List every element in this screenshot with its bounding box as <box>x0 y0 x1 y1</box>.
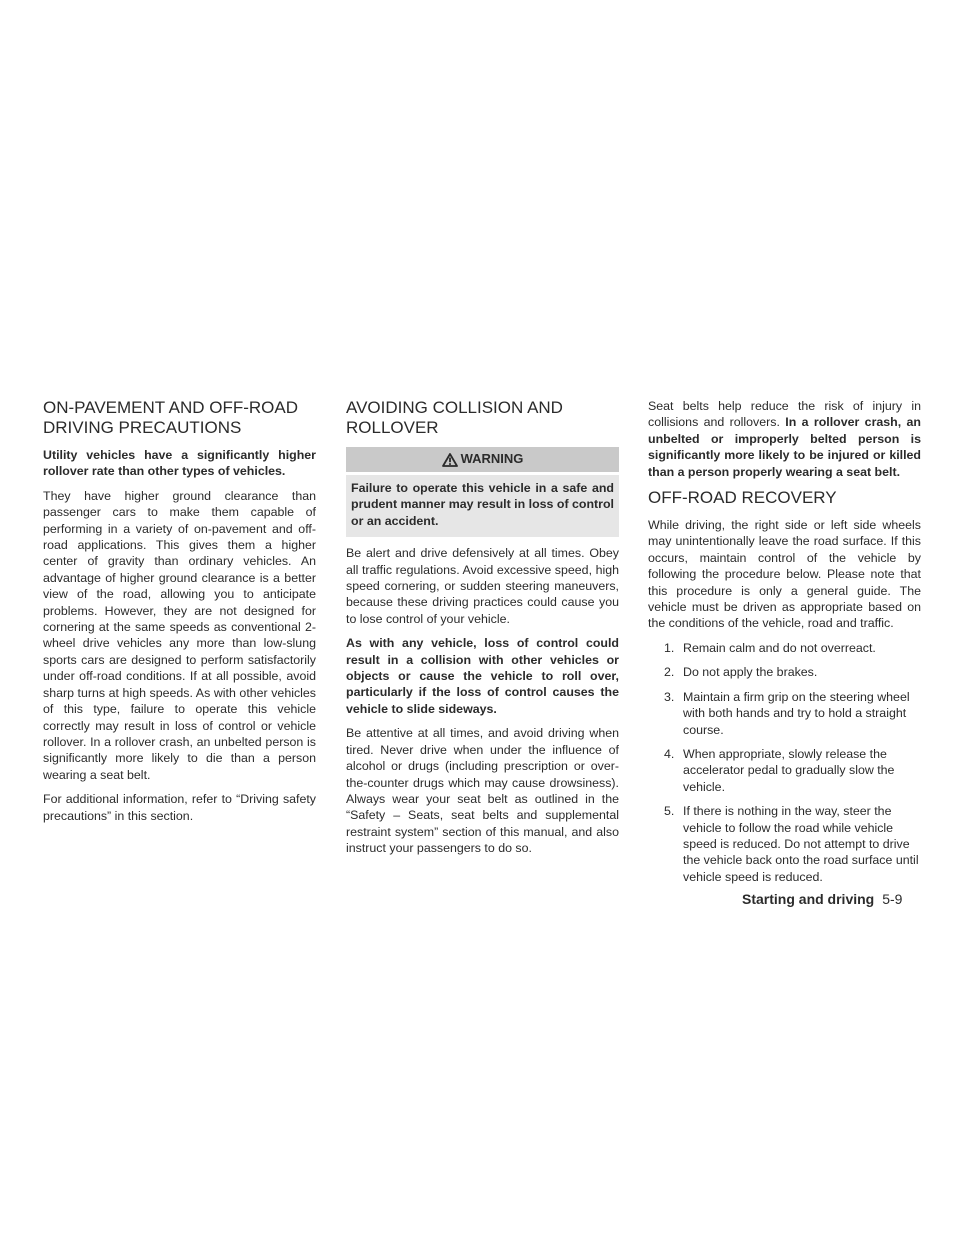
warning-header <box>346 447 619 472</box>
warning-text: Failure to operate this vehicle in a safe and prudent manner may result in loss of control or an accident. <box>346 475 619 537</box>
body-paragraph: While driving, the right side or left side wheels may unintentionally leave the road surface. If this occurs, maintain control of the vehicle by following the procedure below. Please note that this procedure is only a general guide. The vehicle must be driven as appropriate based on the conditions of the vehicle, road and traffic. <box>648 518 921 631</box>
body-paragraph: For additional information, refer to “Driving safety precautions” in this section. <box>43 792 316 823</box>
list-item <box>648 803 921 885</box>
list-item <box>648 664 921 680</box>
seatbelt-paragraph <box>648 398 921 480</box>
step-text: If there is nothing in the way, steer the vehicle to follow the road while vehicle speed is reduced. Do not attempt to drive the vehicle back onto the road surface until vehicle speed is reduced. <box>683 804 919 884</box>
left-column <box>43 398 316 832</box>
step-number: 4. <box>664 746 675 761</box>
body-paragraph: Be alert and drive defensively at all times. Obey all traffic regulations. Avoid excessive speed, high speed cornering, or sudden steering maneuvers, because these driving practices could cause you to lose control of your vehicle. <box>346 546 619 626</box>
footer-section-title: Starting and driving <box>742 891 875 907</box>
section-heading-on-pavement <box>43 398 316 438</box>
list-item <box>648 640 921 656</box>
heading-line: AVOIDING COLLISION AND <box>346 398 563 417</box>
warning-title: WARNING <box>460 451 524 467</box>
step-number: 5. <box>664 804 675 819</box>
list-item <box>648 689 921 738</box>
page-number: 5-9 <box>882 891 903 907</box>
step-text: Remain calm and do not overreact. <box>683 640 876 655</box>
section-heading-avoiding-collision <box>346 398 619 438</box>
warning-box <box>346 447 619 537</box>
step-number: 1. <box>664 640 675 655</box>
intro-bold-paragraph: Utility vehicles have a significantly higher rollover rate than other types of vehicles. <box>43 448 316 479</box>
middle-column <box>346 398 619 865</box>
warning-triangle-icon <box>442 453 458 467</box>
recovery-steps-list <box>648 640 921 885</box>
body-paragraph: Be attentive at all times, and avoid driving when tired. Never drive when under the influence of alcohol or drugs (including prescription or over-the-counter drugs which may cause drowsiness). Always wear your seat belt as outlined in the “Safety – Seats, seat belts and supplemental restraint system” section of this manual, and also instruct your passengers to do so. <box>346 726 619 856</box>
page-footer <box>742 890 902 908</box>
list-item <box>648 746 921 795</box>
seatbelt-bold-text: In a rollover crash, an unbelted or improperly belted person is significantly more likely to be injured or killed than a person properly wearing a seat belt. <box>648 415 922 479</box>
step-text: Maintain a firm grip on the steering wheel with both hands and try to hold a straight course. <box>683 689 910 737</box>
heading-line: DRIVING PRECAUTIONS <box>43 418 242 437</box>
section-heading-off-road-recovery: OFF-ROAD RECOVERY <box>648 488 837 508</box>
body-paragraph: They have higher ground clearance than passenger cars to make them capable of performing in a variety of on-pavement and off-road applications. This gives them a higher center of gravity than ordinary vehicles. An advantage of higher ground clearance is a better view of the road, allowing you to anticipate problems. However, they are not designed for cornering at the same speeds as conventional 2-wheel drive vehicles any more than low-slung sports cars are designed to perform satisfactorily under off-road conditions. If at all possible, avoid sharp turns at high speeds. As with other vehicles of this type, failure to operate this vehicle correctly may result in loss of control or vehicle rollover. In a rollover crash, an unbelted person is significantly more likely to die than a person wearing a seat belt. <box>43 488 316 782</box>
right-column <box>648 398 921 893</box>
bold-paragraph: As with any vehicle, loss of control could result in a collision with other vehicles or objects or cause the vehicle to roll over, particularly if the loss of control causes the vehicle to slide sideways. <box>346 636 619 716</box>
step-text: Do not apply the brakes. <box>683 665 818 680</box>
seatbelt-text: Seat belts help reduce the risk of injury in collisions and rollovers. <box>648 399 921 430</box>
heading-line: ON-PAVEMENT AND OFF-ROAD <box>43 398 299 417</box>
step-text: When appropriate, slowly release the accelerator pedal to gradually slow the vehicle. <box>683 746 895 794</box>
step-number: 2. <box>664 665 675 680</box>
heading-line: ROLLOVER <box>346 418 439 437</box>
step-number: 3. <box>664 689 675 704</box>
